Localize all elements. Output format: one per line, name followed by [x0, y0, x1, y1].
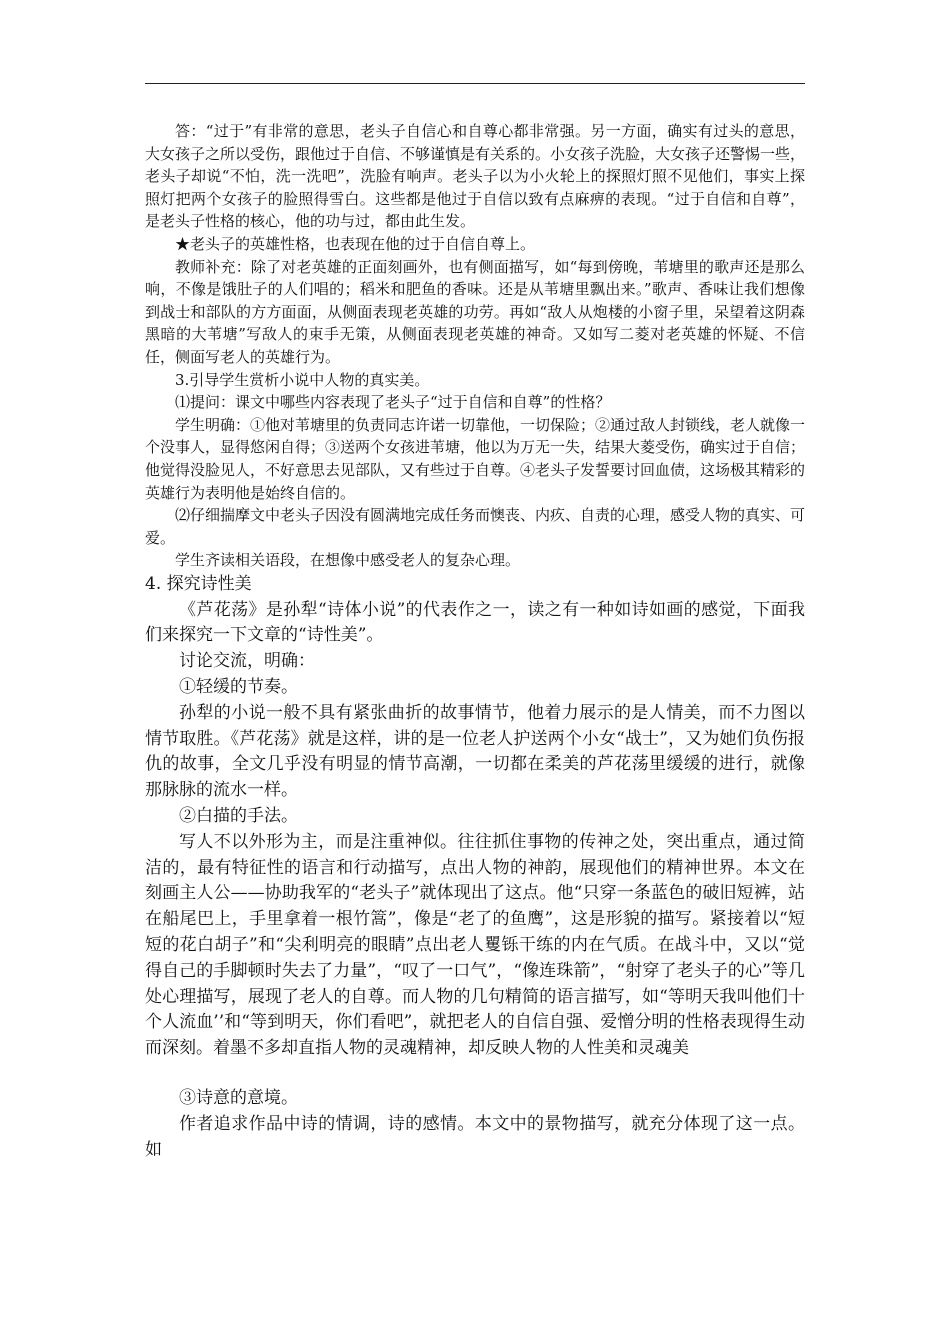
document-body [145, 120, 805, 1163]
paragraph-group-reading: 学生齐读相关语段，在想像中感受老人的复杂心理。 [175, 551, 521, 570]
point-1-heading: ①轻缓的节奏。 [179, 677, 298, 698]
paragraph-question-2: ⑵仔细揣摩文中老头子因没有圆满地完成任务而懊丧、内疚、自责的心理，感受人物的真实、可爱。 [145, 506, 806, 547]
point-2-heading: ②白描的手法。 [179, 806, 298, 827]
paragraph-gap [145, 1062, 805, 1086]
point-1-body: 孙犁的小说一般不具有紧张曲折的故事情节，他着力展示的是人情美，而不力图以情节取胜。《芦花荡》就是这样，讲的是一位老人护送两个小女“战士”，又为她们负伤报仇的故事，全文几乎没有明显的情节高潮，一切都在柔美的芦花荡里缓缓的进行，就像那脉脉的流水一样。 [145, 702, 805, 801]
paragraph-hero-character: ★老头子的英雄性格，也表现在他的过于自信自尊上。 [175, 234, 536, 253]
paragraph-question-1: ⑴提问：课文中哪些内容表现了老头子“过于自信和自尊”的性格？ [175, 393, 611, 412]
paragraph-step-3: 3.引导学生赏析小说中人物的真实美。 [175, 370, 430, 389]
paragraph-answer-excess: 答：“过于”有非常的意思，老头子自信心和自尊心都非常强。另一方面，确实有过头的意思，大女孩子之所以受伤，跟他过于自信、不够谨慎是有关系的。小女孩子洗脸，大女孩子还警惕一些，老头子却说“不怕，洗一洗吧”，洗脸有响声。老头子以为小火轮上的探照灯照不见他们，事实上探照灯把两个女孩子的脸照得雪白。这些都是他过于自信以致有点麻痹的表现。“过于自信和自尊”，是老头子性格的核心，他的功与过，都由此生发。 [145, 122, 806, 231]
point-3-body: 作者追求作品中诗的情调，诗的感情。本文中的景物描写，就充分体现了这一点。如 [145, 1113, 805, 1160]
section-heading-poetic-beauty: 4. 探究诗性美 [145, 573, 252, 594]
point-3-heading: ③诗意的意境。 [179, 1088, 298, 1109]
paragraph-student-answer: 学生明确：①他对苇塘里的负责同志许诺一切靠他，一切保险；②通过敌人封锁线，老人就像一个没事人，显得悠闲自得；③送两个女孩进苇塘，他以为万无一失，结果大菱受伤，确实过于自信；他觉得没脸见人，不好意思去见部队，又有些过于自尊。④老头子发誓要讨回血债，这场极其精彩的英雄行为表明他是始终自信的。 [145, 415, 806, 502]
paragraph-discussion: 讨论交流，明确： [179, 651, 315, 672]
paragraph-intro-poetic: 《芦花荡》是孙犁“诗体小说”的代表作之一，读之有一种如诗如画的感觉，下面我们来探究一下文章的“诗性美”。 [145, 599, 805, 646]
header-rule [145, 83, 805, 84]
point-2-body: 写人不以外形为主，而是注重神似。往往抓住事物的传神之处，突出重点，通过简洁的，最有特征性的语言和行动描写，点出人物的神韵，展现他们的精神世界。本文在刻画主人公——协助我军的“老头子”就体现出了这点。他“只穿一条蓝色的破旧短裤，站在船尾巴上，手里拿着一根竹篙”，像是“老了的鱼鹰”，这是形貌的描写。紧接着以“短短的花白胡子”和“尖利明亮的眼睛”点出老人矍铄干练的内在气质。在战斗中，又以“觉得自己的手脚顿时失去了力量”，“叹了一口气”，“像连珠箭”，“射穿了老头子的心”等几处心理描写，展现了老人的自尊。而人物的几句精简的语言描写，如“等明天我叫他们十个人流血’’和“等到明天，你们看吧”，就把老人的自信自强、爱憎分明的性格表现得生动而深刻。着墨不多却直指人物的灵魂精神，却反映人物的人性美和灵魂美 [145, 831, 805, 1059]
paragraph-teacher-note: 教师补充：除了对老英雄的正面刻画外，也有侧面描写，如“每到傍晚，苇塘里的歌声还是那么响，不像是饿肚子的人们唱的；稻米和肥鱼的香味。还是从苇塘里飘出来。”歌声、香味让我们想像到战士和部队的方方面面，从侧面表现老英雄的功劳。再如“敌人从炮楼的小窗子里，呆望着这阴森黑暗的大苇塘”写敌人的束手无策，从侧面表现老英雄的神奇。又如写二菱对老英雄的怀疑、不信任，侧面写老人的英雄行为。 [145, 257, 805, 366]
